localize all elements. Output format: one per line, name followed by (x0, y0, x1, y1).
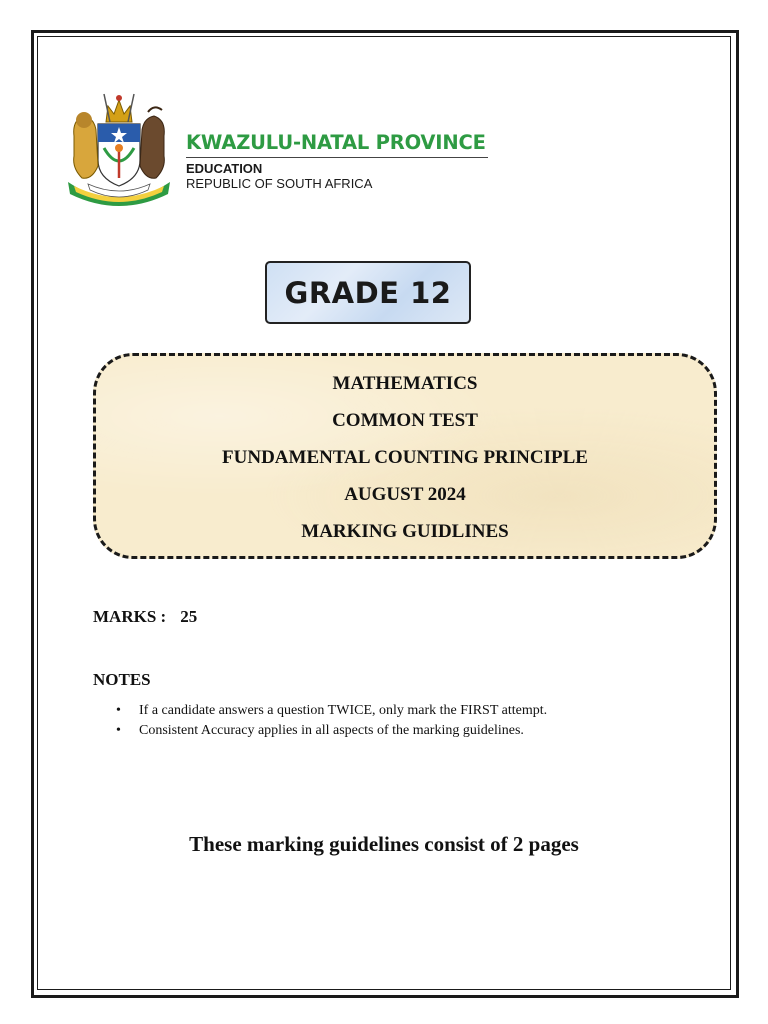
list-item (116, 701, 547, 721)
note-text: Consistent Accuracy applies in all aspects of the marking guidelines. (139, 723, 524, 738)
title-block (93, 353, 717, 559)
grade-badge (265, 261, 471, 324)
country-name: REPUBLIC OF SOUTH AFRICA (186, 176, 373, 191)
test-date: AUGUST 2024 (344, 483, 466, 505)
bullet-icon: • (116, 723, 121, 738)
coat-of-arms-logo (64, 86, 174, 210)
notes-heading: NOTES (93, 670, 151, 689)
note-text: If a candidate answers a question TWICE, only mark the FIRST attempt. (139, 703, 548, 718)
document-type: MARKING GUIDLINES (301, 520, 509, 542)
organization-header (186, 131, 488, 191)
notes-list (116, 701, 547, 741)
test-type: COMMON TEST (332, 409, 478, 431)
marks-label: MARKS : (93, 607, 167, 626)
province-name: KWAZULU-NATAL PROVINCE (186, 131, 488, 158)
marks-value: 25 (180, 607, 198, 626)
marks-line (93, 607, 197, 627)
page-count-statement: These marking guidelines consist of 2 pages (189, 832, 579, 856)
department-name: EDUCATION (186, 161, 263, 176)
bullet-icon: • (116, 703, 121, 718)
topic-title: FUNDAMENTAL COUNTING PRINCIPLE (222, 446, 588, 468)
subject-title: MATHEMATICS (332, 372, 478, 394)
list-item (116, 721, 547, 741)
grade-label: GRADE 12 (284, 275, 452, 310)
